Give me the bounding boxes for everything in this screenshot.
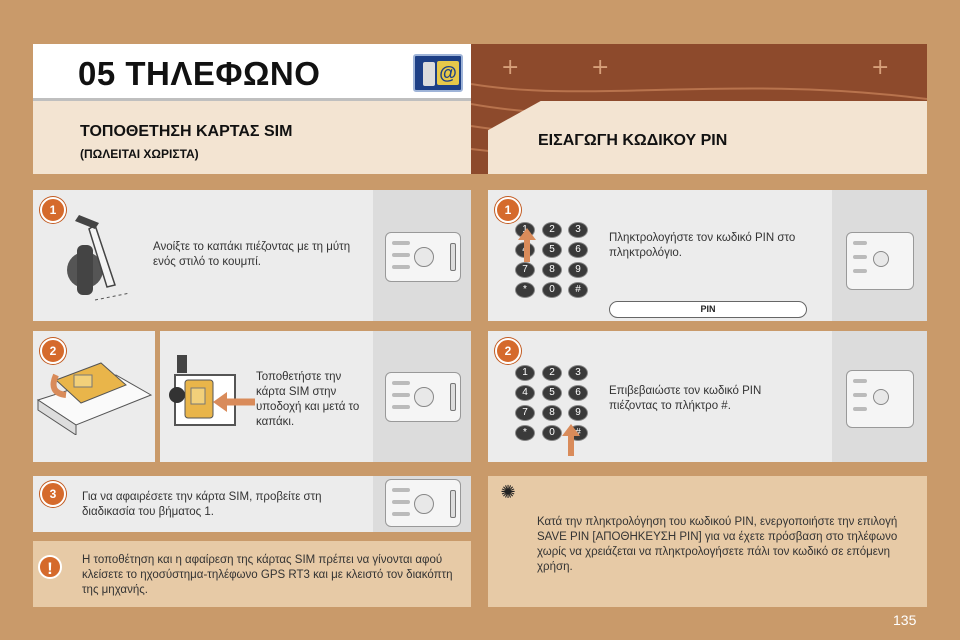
stylus-button-illustration bbox=[55, 215, 135, 305]
keypad-key: 5 bbox=[542, 242, 562, 258]
keypad-key: 5 bbox=[542, 385, 562, 401]
keypad-key: 3 bbox=[568, 222, 588, 238]
right-step-2-text: Επιβεβαιώστε τον κωδικό PIN πιέζοντας το πλήκτρο #. bbox=[609, 385, 762, 412]
keypad-key: 3 bbox=[568, 365, 588, 381]
phone-email-icon bbox=[413, 54, 463, 92]
right-section-title: ΕΙΣΑΓΩΓΗ ΚΩΔΙΚΟΥ PIN bbox=[538, 132, 728, 149]
up-arrow-stem bbox=[568, 434, 574, 456]
radio-unit-illustration bbox=[385, 479, 461, 527]
keypad-key: 8 bbox=[542, 405, 562, 421]
pin-field: PIN bbox=[609, 301, 807, 318]
step-badge: 2 bbox=[495, 338, 521, 364]
keypad-key: * bbox=[515, 425, 535, 441]
keypad-key: 4 bbox=[515, 385, 535, 401]
keypad-key: 9 bbox=[568, 262, 588, 278]
up-down-arrow-icon bbox=[524, 238, 530, 262]
page-number: 135 bbox=[893, 612, 917, 628]
keypad-key: 9 bbox=[568, 405, 588, 421]
keypad-key: 2 bbox=[542, 365, 562, 381]
keypad-key: 0 bbox=[542, 282, 562, 298]
keypad-key: 0 bbox=[542, 425, 562, 441]
keypad-key: 2 bbox=[542, 222, 562, 238]
left-step-2-text: Τοποθετήστε την κάρτα SIM στην υποδοχή και μετά το καπάκι. bbox=[256, 371, 360, 428]
chapter-title: 05 ΤΗΛΕΦΩΝΟ bbox=[78, 55, 321, 92]
warning-text: Η τοποθέτηση και η αφαίρεση της κάρτας SIM πρέπει να γίνονται αφού κλείσετε το ηχοσύστημα-τηλέφωνο GPS RT3 και με κλειστό τον διακόπτη της μηχανής. bbox=[82, 554, 453, 596]
lightbulb-icon: ✺ bbox=[500, 482, 516, 502]
warning-icon: ! bbox=[38, 555, 62, 579]
right-step-1-text: Πληκτρολογήστε τον κωδικό PIN στο πληκτρολόγιο. bbox=[609, 232, 796, 259]
keypad-key: 7 bbox=[515, 262, 535, 278]
radio-unit-illustration bbox=[385, 372, 461, 422]
keypad-key: 7 bbox=[515, 405, 535, 421]
left-step-1-text: Ανοίξτε το καπάκι πιέζοντας με τη μύτη ενός στιλό το κουμπί. bbox=[153, 241, 351, 268]
keypad-key: 6 bbox=[568, 242, 588, 258]
left-section-title: ΤΟΠΟΘΕΤΗΣΗ ΚΑΡΤΑΣ SIM bbox=[80, 123, 293, 140]
keypad-key: 8 bbox=[542, 262, 562, 278]
keypad-key: # bbox=[568, 282, 588, 298]
svg-text:+: + bbox=[871, 55, 890, 80]
left-step-3-text: Για να αφαιρέσετε την κάρτα SIM, προβείτε στη διαδικασία του βήματος 1. bbox=[82, 491, 322, 518]
mobile-phone-icon bbox=[423, 62, 435, 86]
up-arrow-icon bbox=[562, 424, 580, 436]
phone-unit-illustration bbox=[846, 370, 914, 428]
keypad-key: # bbox=[568, 425, 588, 441]
step-badge: 2 bbox=[40, 338, 66, 364]
svg-text:+: + bbox=[501, 55, 520, 80]
svg-text:+: + bbox=[591, 55, 610, 80]
step-badge: 3 bbox=[40, 481, 66, 507]
keypad-key: 6 bbox=[568, 385, 588, 401]
step-badge: 1 bbox=[495, 197, 521, 223]
step-badge: 1 bbox=[40, 197, 66, 223]
phone-keypad bbox=[510, 365, 600, 473]
sim-card-tray-illustration bbox=[36, 355, 154, 435]
keypad-key: * bbox=[515, 282, 535, 298]
tip-text: Κατά την πληκτρολόγηση του κωδικού PIN, ενεργοποιήστε την επιλογή SAVE PIN [ΑΠΟΘΗΚΕΥΣΗ PIN] για να έχετε πρόσβαση στο τηλέφωνο χωρίς να χρειάζεται να πληκτρολογήσετε πάλι τον κωδικό σε επόμενη χρήση. bbox=[537, 516, 898, 573]
left-section-subtitle: (ΠΩΛΕΙΤΑΙ ΧΩΡΙΣΤΑ) bbox=[80, 147, 199, 161]
up-arrow-icon bbox=[518, 228, 536, 240]
phone-unit-illustration bbox=[846, 232, 914, 290]
keypad-key: 1 bbox=[515, 222, 535, 238]
keypad-key: 1 bbox=[515, 365, 535, 381]
at-sign-icon: @ bbox=[437, 61, 459, 85]
radio-unit-illustration bbox=[385, 232, 461, 282]
